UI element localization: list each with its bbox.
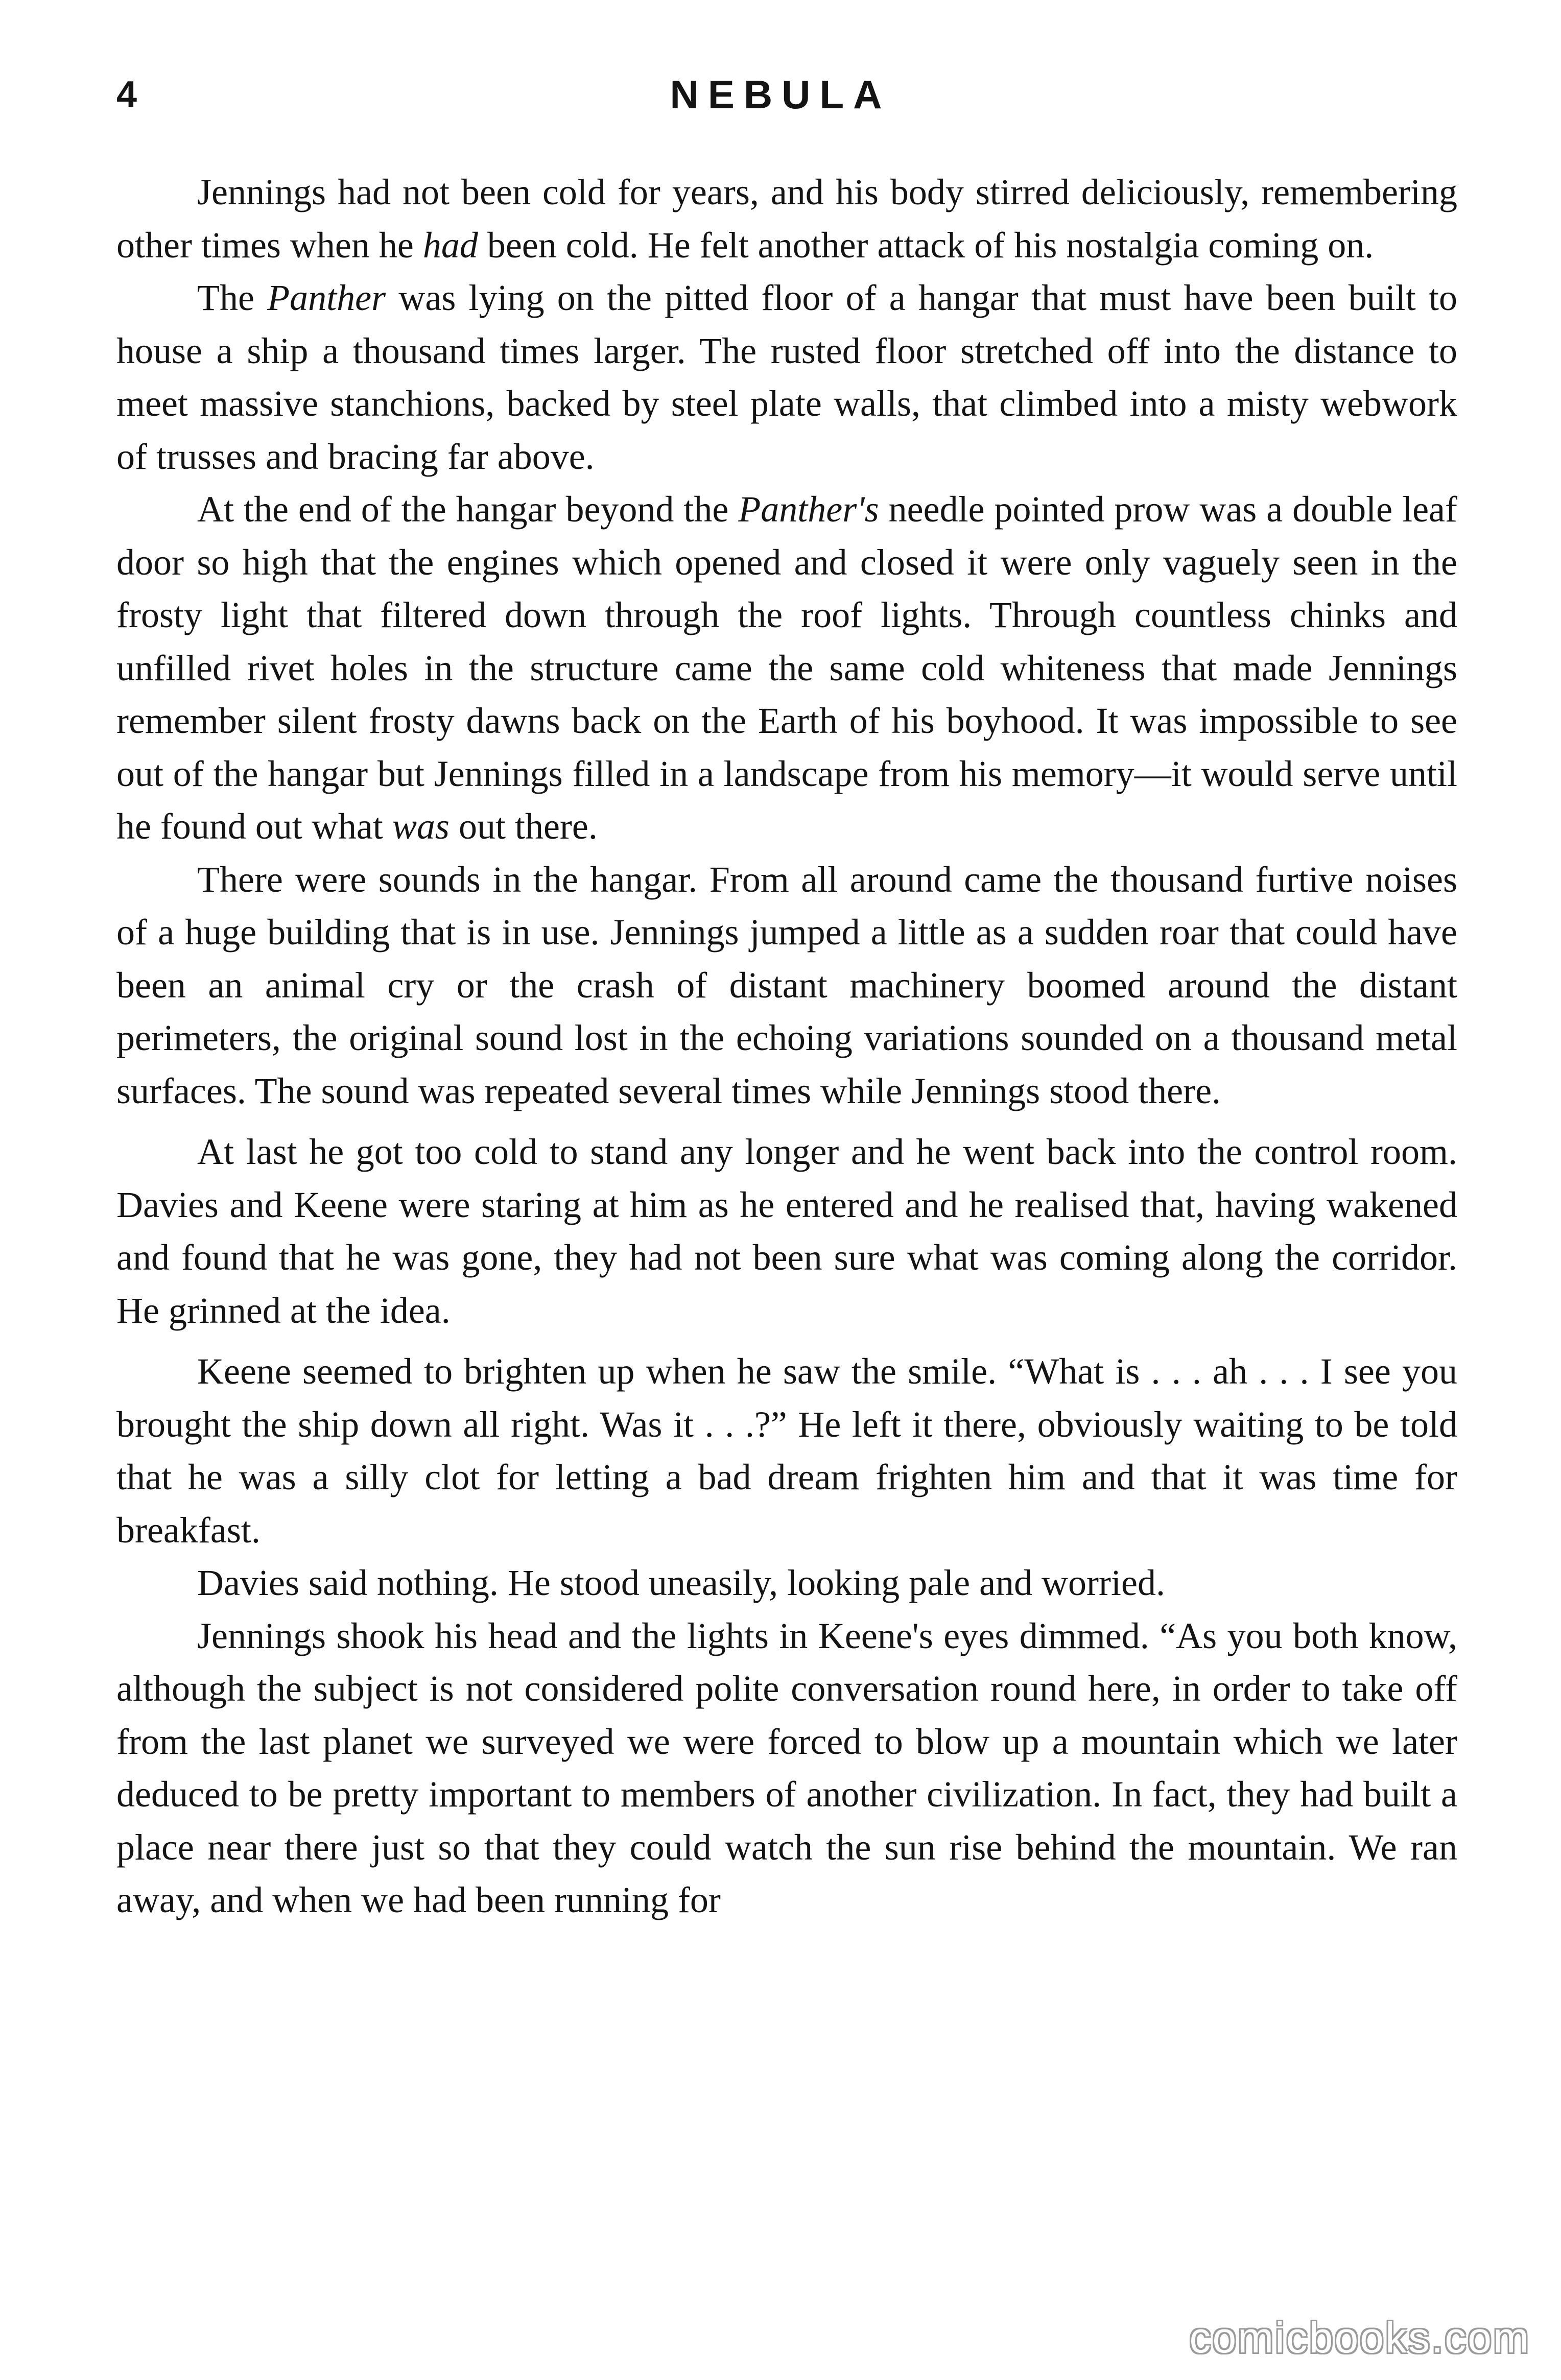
italic-text: Panther — [267, 277, 386, 318]
text-run: out there. — [449, 806, 598, 847]
page-header — [0, 61, 1561, 128]
text-run: At the end of the hangar beyond the — [197, 489, 739, 530]
text-run: Jennings had not been cold for years, and his body stirred deliciously, remembering other times when he — [116, 172, 1457, 266]
page-number: 4 — [116, 74, 137, 115]
paragraph-4 — [116, 853, 1457, 1118]
watermark-logo: comicbooks.com — [1189, 2314, 1530, 2362]
italic-text: was — [392, 806, 450, 847]
paragraph-6 — [116, 1345, 1457, 1557]
text-run: Davies said nothing. He stood uneasily, looking pale and worried. — [197, 1562, 1165, 1603]
paragraph-1 — [116, 166, 1457, 272]
text-run: Jennings shook his head and the lights in Keene's eyes dimmed. “As you both know, although the subject is not considered polite conversation round here, in order to take off from the last planet we surveyed we were forced to blow up a mountain which we later deduced to be pretty important to members of another civilization. In fact, they had built a place near there just so that they could watch the sun rise behind the mountain. We ran away, and when we had been running for — [116, 1615, 1457, 1920]
italic-text: had — [422, 224, 478, 266]
text-run: The — [197, 277, 268, 318]
text-run: was lying on the pitted floor of a hangar that must have been built to house a ship a thousand times larger. The rusted floor stretched off into the distance to meet massive stanchions, backed by steel plate walls, that climbed into a misty webwork of trusses and bracing far above. — [116, 277, 1458, 477]
paragraph-7 — [116, 1557, 1457, 1610]
text-run: Keene seemed to brighten up when he saw the smile. “What is . . . ah . . . I see you brought the ship down all right. Was it . . .?” He left it there, obviously waiting to be told that he was a silly clot for letting a bad dream frighten him and that it was time for breakfast. — [116, 1351, 1457, 1551]
body-text — [116, 166, 1457, 1927]
running-title: NEBULA — [670, 72, 891, 117]
text-run: needle pointed prow was a double leaf door so high that the engines which opened and closed it were only vaguely seen in the frosty light that filtered down through the roof lights. Through countless chinks and unfilled rivet holes in the structure came the same cold whiteness that made Jennings remember silent frosty dawns back on the Earth of his boyhood. It was impossible to see out of the hangar but Jennings filled in a landscape from his memory—it would serve until he found out what — [116, 489, 1457, 847]
paragraph-3 — [116, 483, 1457, 853]
italic-text: Panther's — [738, 489, 879, 530]
text-run: At last he got too cold to stand any longer and he went back into the control room. Davies and Keene were staring at him as he entered and he realised that, having wakened and found that he was gone, they had not been sure what was coming along the corridor. He grinned at the idea. — [116, 1131, 1457, 1331]
paragraph-8 — [116, 1610, 1457, 1927]
text-run: There were sounds in the hangar. From all around came the thousand furtive noises of a huge building that is in use. Jennings jumped a little as a sudden roar that could have been an animal cry or the crash of distant machinery boomed around the distant perimeters, the original sound lost in the echoing variations sounded on a thousand metal surfaces. The sound was repeated several times while Jennings stood there. — [116, 859, 1457, 1111]
paragraph-2 — [116, 272, 1457, 483]
text-run: been cold. He felt another attack of his nostalgia coming on. — [478, 224, 1374, 266]
paragraph-5 — [116, 1126, 1457, 1337]
